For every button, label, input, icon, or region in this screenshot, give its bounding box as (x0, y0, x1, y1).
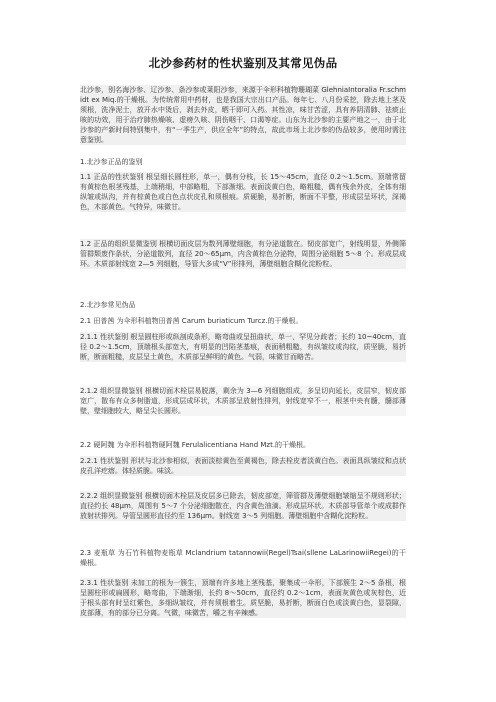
section-heading-2: 2.北沙参常见伪品 (80, 301, 136, 309)
document-title: 北沙参药材的性状鉴别及其常见伪品 (148, 56, 338, 70)
section-2-2-2-paragraph: 2.2.2 组织显微鉴别 根横切面木栓层及皮层多已除去，韧皮部宽，筛管群及薄壁细胞皱缩呈不规则形状；直径约长 48μm，周围有 5～7 个分泌细胞散在，内含黄色油滴。形成层环状。木质部导管单个或成群作放射状排列。导管呈圆形直径约至 136μm。射线宽 3～5 列细胞。薄壁细胞中含糊化淀粉粒。 (80, 492, 406, 520)
section-2-1-1-paragraph: 2.1.1 性状鉴别 根呈圆柱形或纵剖成条形，略弯曲或呈扭曲状，单一，罕见分歧者；长约 10~40cm，直径 0.2～1.5cm，顶端根头部宽大，有明显的凹陷茎基痕，表面稍粗糙，有纵皱纹或沟纹，质坚脆，易折断，断面粗糙，皮层呈土黄色，木质部呈鲜明的黄色。气弱，味微甘而略苦。 (80, 333, 406, 361)
section-2-2-heading: 2.2 硬阿魏 为伞形科植物硬阿魏 Ferulalicentiana Hand Mzt.的干燥根。 (80, 441, 311, 449)
section-2-3-1-paragraph: 2.3.1 性状鉴别 未加工的根为一簇生，顶端有许多地上茎残基，聚集成一伞形，下部簇生 2～5 条根，根呈圆柱形或扁圆形，略弯曲，下端渐细，长约 8～50cm，直径约 0.2～1cm，表面灰黄色或灰棕色，近于根头部有时呈红紫色，多细纵皱纹，并有须根着生。质坚脆，易折断，断面白色或淡黄白色，显裂隙，皮部薄，有的部分已分离。气微，味微苦，嚼之有辛辣感。 (80, 579, 406, 617)
section-1-2-paragraph: 1.2 正品的组织显微鉴别 根横切面皮层为数列薄壁细胞，有分泌道散在。韧皮部宽广，射线明显，外侧筛管群颓废作条状，分泌道散列，直径 20～65μm，内含黄棕色分泌物，周围分泌细胞 5～8 个。形成层成环。木质部射线宽 2—5 列细胞，导管大多成“V”形排列，薄壁细胞含糊化淀粉粒。 (80, 240, 406, 268)
section-heading-1: 1.北沙参正品的鉴别 (80, 158, 143, 166)
section-1-1-paragraph: 1.1 正品的性状鉴别 根呈细长圆柱形，单一，偶有分枝，长 15～45cm，直径 0.2～1.5cm。顶端常留有黄棕色根茎残基，上端稍细，中部略粗，下部渐细。表面淡黄白色，略粗糙，偶有残余外皮，全体有细纵皱或纵沟，并有棕黄色或白色点状皮孔和须根痕。质硬脆，易折断，断面不平整，形成层呈环状，深褐色，木部黄色。气特异，味微甘。 (80, 173, 406, 211)
section-2-1-heading: 2.1 田普茜 为伞形科植物田普茜 Carum buriaticum Turcz.的干燥根。 (80, 317, 303, 325)
section-2-3-heading: 2.3 麦瓶草 为石竹科植物麦瓶草 Mclandrium tatannowii(Regel)Tsai(sllene LaLarinowiiRegei)的干燥根。 (80, 549, 406, 567)
section-2-2-1-paragraph: 2.2.1 性状鉴别 形状与北沙参相似，表面淡棕黄色至黄褐色，除去栓皮者淡黄白色。表面具纵皱纹和点状皮孔洋疙瘩。体轻质脆。味淡。 (80, 457, 406, 475)
intro-paragraph: 北沙参，别名海沙参、辽沙参、条沙参或莱阳沙参，来源于伞形科植物珊瑚菜 GlehniaIntoralia Fr.schmidt ex Miq.的干燥根。为传统常用中药材，也是我国大宗出口产品。每年七、八月份采挖，除去地上茎及须根，洗净泥土，放开水中烫后，剥去外皮，晒干即可入药。其性凉，味甘苦涩，具有养阴清肺、祛痰止咳的功效，用于治疗肺热燥咳、虚痨久咳、阴伤咽干、口渴等症。山东为北沙参的主要产地之一，由于北沙参的产新时间特别集中，有“一季生产，供应全年”的特点，故此市场上北沙参的伪品较多，使用时需注意鉴别。 (80, 86, 406, 144)
section-2-1-2-paragraph: 2.1.2 组织显微鉴别 根横切面木栓层易脱落，剩余为 3—6 列细胞组成，多呈切向延长，皮层窄，韧皮部宽广，散布有众多树脂道，形成层成环状，木质部呈放射性排列，射线宽窄不一，根茎中央有髓，髓部薄壁，壁细胞较大，略呈尖长圆形。 (80, 387, 406, 415)
